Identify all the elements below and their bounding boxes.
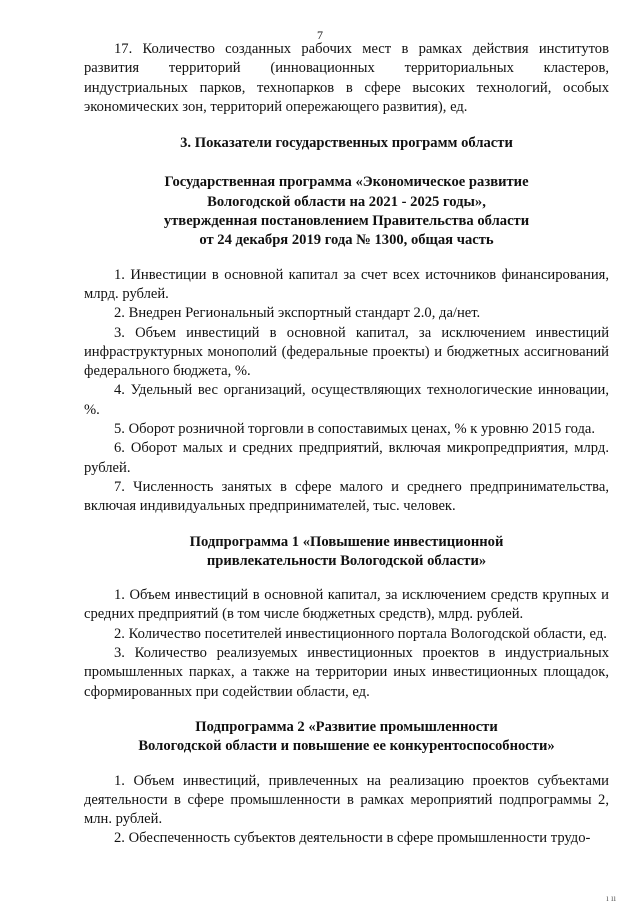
list-item: 1. Объем инвестиций, привлеченных на реализацию проектов субъектами деятельности в сфере промышленности в рамках мероприятий подпрограммы 2, млн. рублей. bbox=[84, 772, 609, 828]
indicator-item-17: 17. Количество созданных рабочих мест в рамках действия институтов развития территорий (инновационных территориальных кластеров, индустриальных парков, технопарков в сфере высоких технологий, особых экономических зон, территорий опережающего развития), ед. bbox=[84, 41, 609, 115]
subprogram-2-indicator-list bbox=[84, 772, 609, 849]
list-item: 5. Оборот розничной торговли в сопоставимых ценах, % к уровню 2015 года. bbox=[114, 421, 596, 438]
section-3-heading: 3. Показатели государственных программ области bbox=[180, 135, 513, 152]
program-indicator-list bbox=[84, 266, 609, 517]
subprogram-1-title-line: привлекательности Вологодской области» bbox=[206, 552, 487, 569]
list-item: 1. Инвестиции в основной капитал за счет всех источников финансирования, млрд. рублей. bbox=[84, 266, 609, 302]
list-item: 2. Обеспеченность субъектов деятельности в сфере промышленности трудо- bbox=[114, 830, 591, 847]
list-item: 6. Оборот малых и средних предприятий, включая микропредприятия, млрд. рублей. bbox=[84, 440, 609, 476]
subprogram-2-title-line: Подпрограмма 2 «Развитие промышленности bbox=[195, 718, 498, 735]
program-title-line: от 24 декабря 2019 года № 1300, общая часть bbox=[199, 232, 494, 249]
program-title-line: Вологодской области на 2021 - 2025 годы», bbox=[207, 193, 486, 210]
list-item: 4. Удельный вес организаций, осуществляющих технологические инновации, %. bbox=[84, 382, 609, 418]
subprogram-1-title-line: Подпрограмма 1 «Повышение инвестиционной bbox=[189, 533, 504, 550]
list-item: 2. Внедрен Региональный экспортный стандарт 2.0, да/нет. bbox=[114, 305, 481, 322]
subprogram-2-heading bbox=[84, 718, 609, 757]
list-item: 3. Объем инвестиций в основной капитал, за исключением инвестиций инфраструктурных монополий (федеральные проекты) и бюджетных ассигнований федерального бюджета, %. bbox=[84, 324, 609, 380]
list-item: 3. Количество реализуемых инвестиционных проектов в индустриальных промышленных парках, а также на территории иных инвестиционных площадок, сформированных при содействии области, ед. bbox=[84, 645, 609, 700]
page-number: 7 bbox=[317, 28, 323, 42]
list-item: 1. Объем инвестиций в основной капитал, за исключением средств крупных и средних предприятий (в том числе бюджетных средств), млрд. рублей. bbox=[84, 587, 609, 623]
subprogram-2-title-line: Вологодской области и повышение ее конкурентоспособности» bbox=[138, 738, 555, 755]
subprogram-1-heading bbox=[84, 533, 609, 572]
program-title-line: Государственная программа «Экономическое развитие bbox=[164, 174, 529, 191]
list-item: 7. Численность занятых в сфере малого и среднего предпринимательства, включая индивидуальных предпринимателей, тыс. человек. bbox=[84, 478, 609, 515]
scan-mark: ı ıı bbox=[606, 893, 616, 903]
document-body bbox=[84, 40, 609, 849]
list-item: 2. Количество посетителей инвестиционного портала Вологодской области, ед. bbox=[114, 625, 607, 642]
program-title bbox=[84, 173, 609, 250]
subprogram-1-indicator-list bbox=[84, 586, 609, 702]
program-title-line: утвержденная постановлением Правительства области bbox=[163, 213, 530, 230]
